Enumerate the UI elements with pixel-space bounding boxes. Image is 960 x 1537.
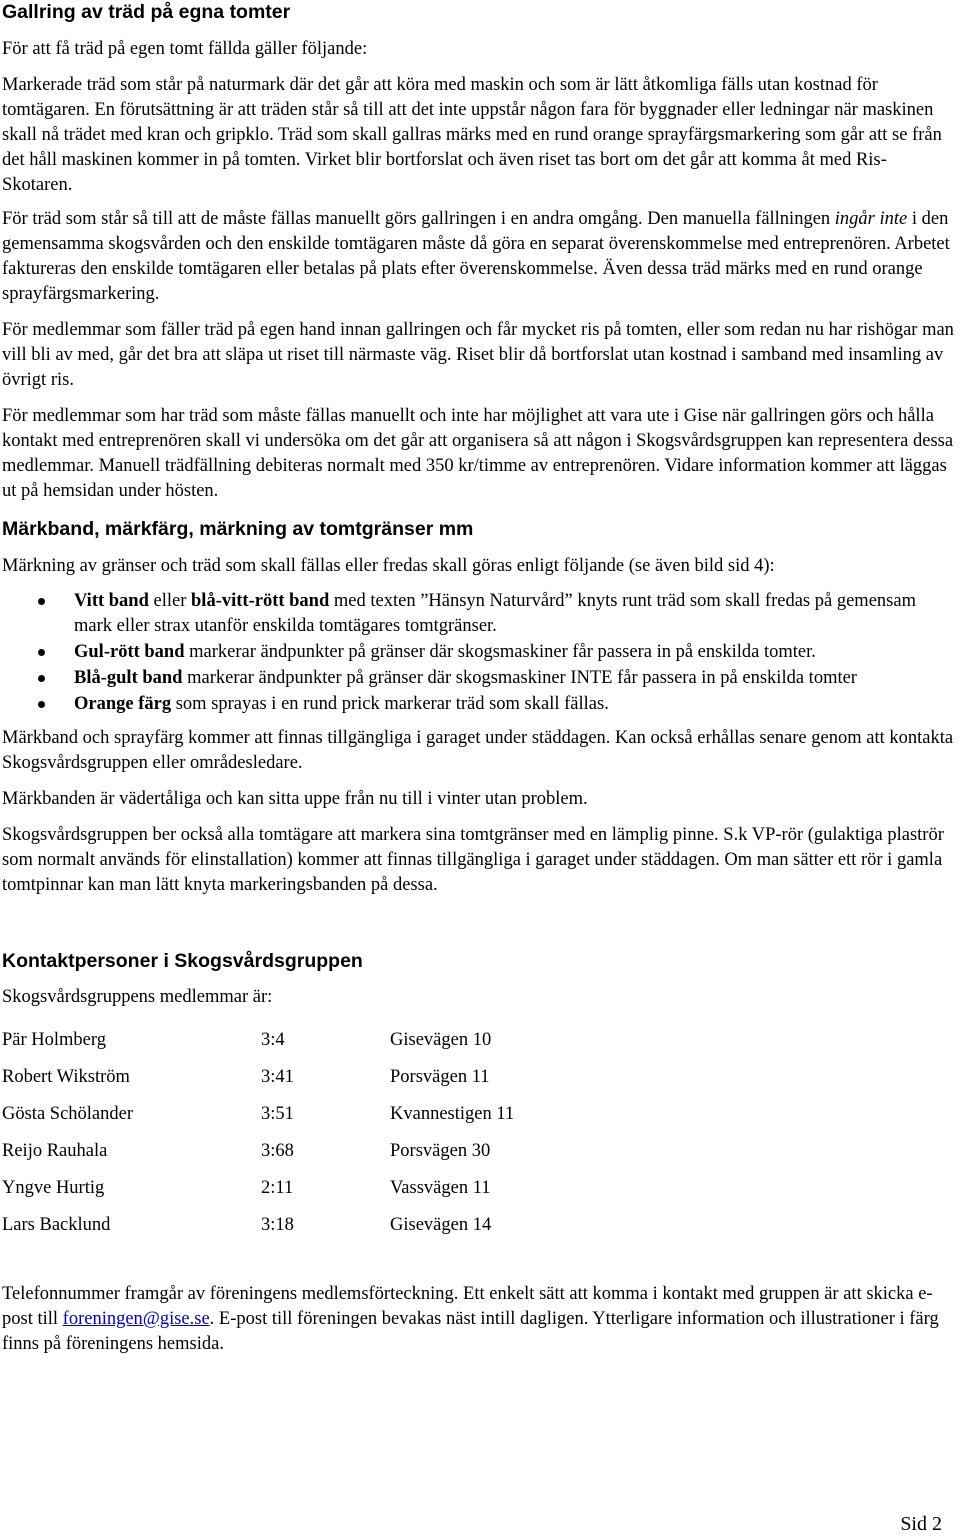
paragraph: Märkband och sprayfärg kommer att finnas tillgängliga i garaget under städdagen. Kan också erhållas senare genom att kontakta Skogsvårdsgruppen eller områdesledare. xyxy=(2,728,954,773)
text-run: . E-post till föreningen bevakas näst intill dagligen. Ytterligare information och illustrationer i färg finns på föreningens hemsida. xyxy=(2,1309,939,1354)
section-title-gallring: Gallring av träd på egna tomter xyxy=(2,1,291,23)
member-name: Reijo Rauhala xyxy=(2,1141,108,1161)
text-run: som sprayas i en rund prick markerar träd som skall fällas. xyxy=(171,694,609,714)
table-row xyxy=(2,1207,514,1244)
section-title-markband: Märkband, märkfärg, märkning av tomtgränser mm xyxy=(2,518,474,540)
paragraph: Märkbanden är vädertåliga och kan sitta uppe från nu till i vinter utan problem. xyxy=(2,789,588,809)
list-item xyxy=(2,640,954,665)
bold-text: Vitt band xyxy=(74,591,149,611)
member-property: 3:4 xyxy=(261,1030,285,1050)
bold-text: Orange färg xyxy=(74,694,172,714)
table-row xyxy=(2,1170,514,1207)
list-item xyxy=(2,692,954,717)
member-property: 3:18 xyxy=(261,1215,294,1235)
table-row xyxy=(2,1059,514,1096)
bullet-icon xyxy=(38,701,45,708)
member-name: Lars Backlund xyxy=(2,1215,111,1235)
member-name: Gösta Schölander xyxy=(2,1104,134,1124)
email-link[interactable]: foreningen@gise.se xyxy=(62,1309,210,1329)
member-address: Kvannestigen 11 xyxy=(390,1104,515,1124)
paragraph: Markerade träd som står på naturmark där det går att köra med maskin och som är lätt åtkomliga fälls utan kostnad för tomtägaren. En förutsättning är att träden står så till att det inte uppstår någon fara för byggnader eller ledningar när maskinen skall nå trädet med kran och gripklo. Träd som skall gallras märks med en rund orange sprayfärgsmarkering som går att se från det håll maskinen kommer in på tomten. Virket blir bortforslat och även riset tas bort om det går att komma åt med Ris-Skotaren. xyxy=(2,75,942,195)
paragraph: För medlemmar som fäller träd på egen hand innan gallringen och får mycket ris på tomten, eller som redan nu har rishögar man vill bli av med, går det bra att släpa ut riset till närmaste väg. Riset blir då bortforslat utan kostnad i samband med insamling av övrigt ris. xyxy=(2,320,954,390)
bold-text: Gul-rött band xyxy=(74,642,185,662)
emphasis-text: ingår inte xyxy=(834,209,908,229)
section-intro: Märkning av gränser och träd som skall fällas eller fredas skall göras enligt följande (se även bild sid 4): xyxy=(2,556,775,576)
text-run: i den gemensamma skogsvården och den enskilde tomtägaren måste då göra en separat överenskommelse med entreprenören. Arbetet faktureras den enskilde tomtägaren eller betalas på plats efter överenskommelse. Även dessa träd märks med en rund orange sprayfärgsmarkering. xyxy=(2,209,950,304)
text-run: eller xyxy=(148,591,192,611)
member-address: Gisevägen 14 xyxy=(390,1215,492,1235)
document-page xyxy=(2,0,954,1357)
list-item xyxy=(2,666,954,691)
bold-text: Blå-gult band xyxy=(74,668,183,688)
text-run: Telefonnummer framgår av föreningens medlemsförteckning. Ett enkelt sätt att komma i kontakt med gruppen är att skicka e-post till xyxy=(2,1284,933,1329)
member-address: Gisevägen 10 xyxy=(390,1030,492,1050)
member-address: Porsvägen 30 xyxy=(390,1141,491,1161)
table-row xyxy=(2,1096,514,1133)
contact-paragraph xyxy=(2,1282,954,1357)
paragraph xyxy=(2,207,954,307)
bold-text: blå-vitt-rött band xyxy=(191,591,330,611)
text-run: markerar ändpunkter på gränser där skogsmaskiner INTE får passera in på enskilda tomter xyxy=(182,668,857,688)
member-address: Porsvägen 11 xyxy=(390,1067,490,1087)
member-property: 3:41 xyxy=(261,1067,294,1087)
section-intro: Skogsvårdsgruppens medlemmar är: xyxy=(2,987,273,1007)
member-property: 3:51 xyxy=(261,1104,294,1124)
member-name: Robert Wikström xyxy=(2,1067,130,1087)
member-property: 3:68 xyxy=(261,1141,294,1161)
list-item xyxy=(2,589,954,639)
bullet-icon xyxy=(38,649,45,656)
members-table xyxy=(2,1022,514,1244)
text-run: markerar ändpunkter på gränser där skogsmaskiner får passera in på enskilda tomter. xyxy=(184,642,816,662)
table-row xyxy=(2,1133,514,1170)
text-run: med texten ”Hänsyn Naturvård” knyts runt träd som skall fredas på gemensam mark eller strax utanför enskilda tomtägares tomtgränser. xyxy=(74,591,916,636)
bullet-icon xyxy=(38,675,45,682)
member-name: Yngve Hurtig xyxy=(2,1178,105,1198)
bullet-icon xyxy=(38,598,45,605)
section-title-kontaktpersoner: Kontaktpersoner i Skogsvårdsgruppen xyxy=(2,950,363,972)
member-address: Vassvägen 11 xyxy=(390,1178,491,1198)
member-property: 2:11 xyxy=(261,1178,294,1198)
member-name: Pär Holmberg xyxy=(2,1030,106,1050)
page-number: Sid 2 xyxy=(900,1513,942,1535)
text-run: För träd som står så till att de måste fällas manuellt görs gallringen i en andra omgång. Den manuella fällningen xyxy=(2,209,835,229)
marking-list xyxy=(2,589,954,717)
table-row xyxy=(2,1022,514,1059)
paragraph: För medlemmar som har träd som måste fällas manuellt och inte har möjlighet att vara ute i Gise när gallringen görs och hålla kontakt med entreprenören skall vi undersöka om det går att organisera så att någon i Skogsvårdsgruppen kan representera dessa medlemmar. Manuell trädfällning debiteras normalt med 350 kr/timme av entreprenören. Vidare information kommer att läggas ut på hemsidan under hösten. xyxy=(2,406,954,501)
section-intro: För att få träd på egen tomt fällda gäller följande: xyxy=(2,39,368,59)
paragraph: Skogsvårdsgruppen ber också alla tomtägare att markera sina tomtgränser med en lämplig pinne. S.k VP-rör (gulaktiga plaströr som normalt används för elinstallation) kommer att finnas tillgängliga i garaget under städdagen. Om man sätter ett rör i gamla tomtpinnar kan man lätt knyta markeringsbanden på dessa. xyxy=(2,825,944,895)
